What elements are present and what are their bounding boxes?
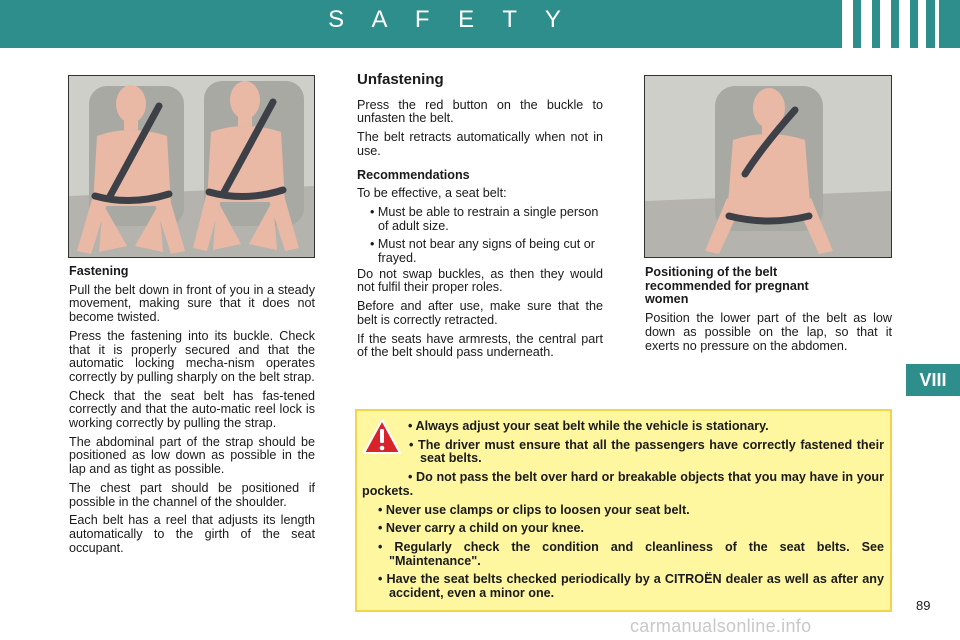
recommendations-heading: Recommendations <box>357 167 470 182</box>
warning-item <box>362 471 884 498</box>
fastening-section <box>69 265 315 560</box>
warning-item <box>362 541 884 568</box>
body-paragraph: The abdominal part of the strap should be positioned as low down as possible in the lap and as tight as possible. <box>69 434 315 477</box>
seatbelt-illustration-left <box>68 75 315 258</box>
body-paragraph: The chest part should be positioned if possible in the channel of the shoulder. <box>69 480 315 509</box>
body-paragraph: If the seats have armrests, the central part of the belt should pass underneath. <box>357 331 603 360</box>
list-item-text: Must be able to restrain a single person of adult size. <box>377 204 599 233</box>
pregnant-women-heading: Positioning of the belt recommended for pregnant women <box>645 265 809 307</box>
bullet-symbol: • <box>378 572 383 587</box>
warning-item <box>362 504 884 518</box>
pregnant-women-section <box>645 266 892 358</box>
warning-item-text: Do not pass the belt over hard or breakable objects that you may have in your pockets. <box>362 470 884 498</box>
warning-list <box>362 420 884 606</box>
warning-item <box>362 420 884 434</box>
bullet-symbol: • <box>370 204 375 219</box>
warning-item-text: The driver must ensure that all the passengers have correctly fastened their seat belts. <box>418 437 884 466</box>
header-decor-stripe <box>861 0 872 48</box>
list-item-text: Must not bear any signs of being cut or frayed. <box>377 237 595 266</box>
body-paragraph: To be effective, a seat belt: <box>357 186 507 201</box>
body-paragraph: Check that the seat belt has fas-tened correctly and that the auto-matic reel lock is working correctly by pulling the strap. <box>69 388 315 431</box>
body-paragraph: The belt retracts automatically when not in use. <box>357 130 603 158</box>
seatbelt-illustration-pregnant <box>644 75 892 258</box>
unfastening-section <box>357 73 603 365</box>
header-decor-stripe <box>899 0 910 48</box>
body-paragraph: Each belt has a reel that adjusts its length automatically to the girth of the seat occupant. <box>69 513 315 555</box>
warning-item-text: Never use clamps or clips to loosen your seat belt. <box>385 502 690 517</box>
body-paragraph: Position the lower part of the belt as low down as possible on the lap, so that it exerts no pressure on the abdomen. <box>645 311 892 353</box>
header-decor-stripe <box>935 0 939 48</box>
bullet-symbol: • <box>378 502 383 517</box>
warning-item-text: Always adjust your seat belt while the vehicle is stationary. <box>415 419 769 433</box>
bullet-symbol: • <box>408 419 413 433</box>
fastening-heading: Fastening <box>69 264 129 278</box>
warning-item <box>362 573 884 600</box>
warning-item-text: Never carry a child on your knee. <box>385 521 585 536</box>
unfastening-heading: Unfastening <box>357 71 444 88</box>
header-decor-stripe <box>918 0 926 48</box>
warning-item <box>362 522 884 536</box>
bullet-symbol: • <box>378 539 383 554</box>
warning-item <box>362 439 884 466</box>
header-decor-stripe <box>842 0 853 48</box>
bullet-symbol: • <box>409 437 414 452</box>
section-header-bar <box>0 0 960 48</box>
watermark: carmanualsonline.info <box>630 616 812 636</box>
chapter-tab[interactable]: VIII <box>906 364 960 396</box>
warning-item-text: Have the seat belts checked periodically by a CITROËN dealer as well as after any accident, even a minor one. <box>386 572 884 601</box>
header-decor-stripe <box>880 0 891 48</box>
body-paragraph: Press the fastening into its buckle. Check that it is properly secured and that the automatic locking mecha-nism operates correctly by pulling sharply on the belt strap. <box>69 328 315 384</box>
page-number: 89 <box>916 598 931 613</box>
body-paragraph: Before and after use, make sure that the belt is correctly retracted. <box>357 299 603 327</box>
body-paragraph: Pull the belt down in front of you in a steady movement, making sure that it does not become twisted. <box>69 282 315 325</box>
body-paragraph: Press the red button on the buckle to unfasten the belt. <box>357 97 603 126</box>
bullet-symbol: • <box>408 470 413 485</box>
body-paragraph: Do not swap buckles, as then they would not fulfil their proper roles. <box>357 266 603 295</box>
bullet-symbol: • <box>370 237 375 252</box>
list-item <box>357 206 603 233</box>
section-title: S A F E T Y <box>328 6 572 33</box>
warning-item-text: Regularly check the condition and cleanliness of the seat belts. See "Maintenance". <box>389 539 884 568</box>
bullet-symbol: • <box>378 521 383 536</box>
list-item <box>357 238 603 265</box>
